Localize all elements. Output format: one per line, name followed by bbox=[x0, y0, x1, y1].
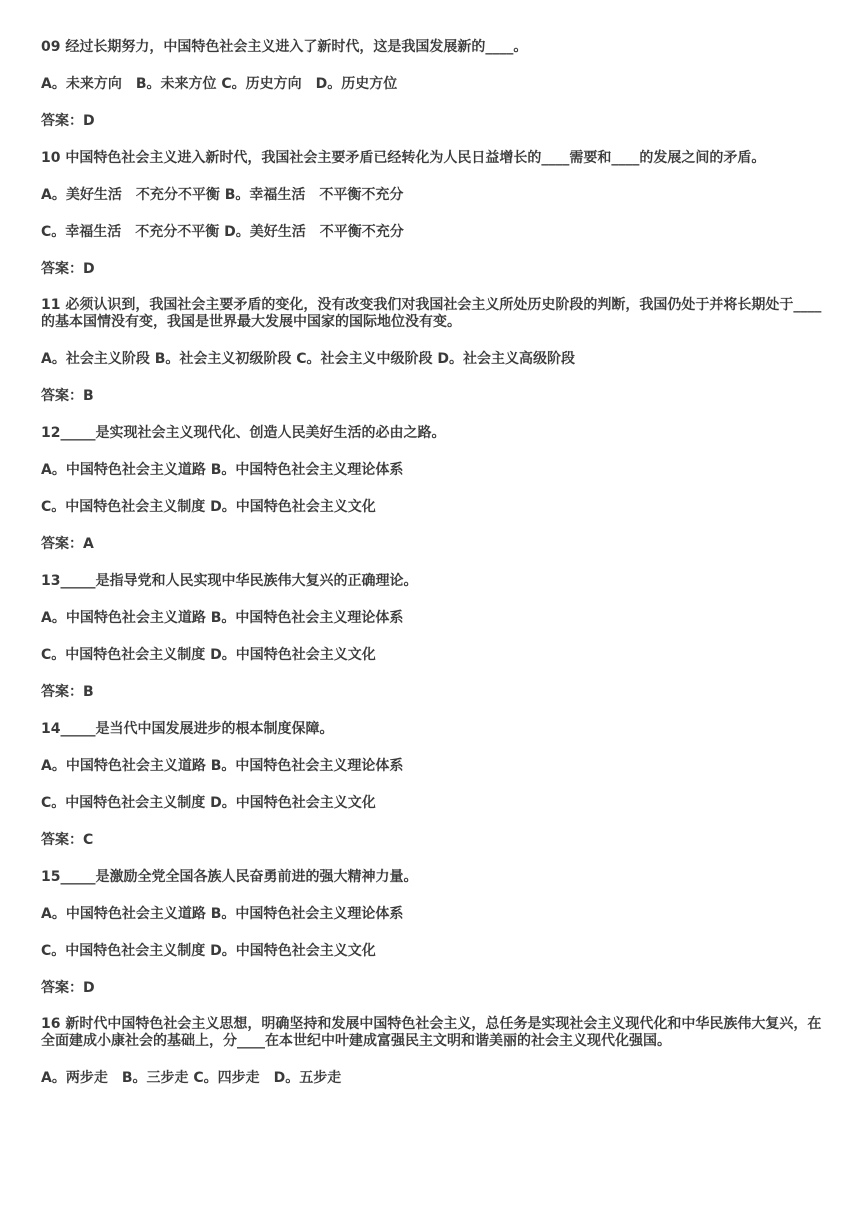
options-09-line-1: A。未来方向 B。未来方位 C。历史方向 D。历史方位 bbox=[41, 76, 398, 92]
answer-10: 答案：D bbox=[41, 261, 95, 277]
answer-14: 答案：C bbox=[41, 832, 94, 848]
options-13-line-2: C。中国特色社会主义制度 D。中国特色社会主义文化 bbox=[41, 647, 376, 663]
question-11: 11 必须认识到，我国社会主要矛盾的变化，没有改变我们对我国社会主义所处历史阶段的判断，我国仍处于并将长期处于____的基本国情没有变，我国是世界最大发展中国家的国际地位没有变。 bbox=[41, 297, 822, 330]
question-13: 13_____是指导党和人民实现中华民族伟大复兴的正确理论。 bbox=[41, 573, 418, 589]
options-14-line-1: A。中国特色社会主义道路 B。中国特色社会主义理论体系 bbox=[41, 758, 404, 774]
options-10-line-1: A。美好生活 不充分不平衡 B。幸福生活 不平衡不充分 bbox=[41, 187, 404, 203]
answer-15: 答案：D bbox=[41, 980, 95, 996]
question-15: 15_____是激励全党全国各族人民奋勇前进的强大精神力量。 bbox=[41, 869, 418, 885]
options-12-line-1: A。中国特色社会主义道路 B。中国特色社会主义理论体系 bbox=[41, 462, 404, 478]
options-13-line-1: A。中国特色社会主义道路 B。中国特色社会主义理论体系 bbox=[41, 610, 404, 626]
options-14-line-2: C。中国特色社会主义制度 D。中国特色社会主义文化 bbox=[41, 795, 376, 811]
question-09: 09 经过长期努力，中国特色社会主义进入了新时代，这是我国发展新的____。 bbox=[41, 39, 528, 55]
question-10: 10 中国特色社会主义进入新时代，我国社会主要矛盾已经转化为人民日益增长的____需要和____的发展之间的矛盾。 bbox=[41, 150, 766, 166]
question-12: 12_____是实现社会主义现代化、创造人民美好生活的必由之路。 bbox=[41, 425, 446, 441]
options-12-line-2: C。中国特色社会主义制度 D。中国特色社会主义文化 bbox=[41, 499, 376, 515]
question-16: 16 新时代中国特色社会主义思想，明确坚持和发展中国特色社会主义，总任务是实现社会主义现代化和中华民族伟大复兴，在全面建成小康社会的基础上，分____在本世纪中叶建成富强民主文明和谐美丽的社会主义现代化强国。 bbox=[41, 1016, 822, 1049]
answer-09: 答案：D bbox=[41, 113, 95, 129]
options-11-line-1: A。社会主义阶段 B。社会主义初级阶段 C。社会主义中级阶段 D。社会主义高级阶段 bbox=[41, 351, 576, 367]
answer-13: 答案：B bbox=[41, 684, 94, 700]
options-15-line-2: C。中国特色社会主义制度 D。中国特色社会主义文化 bbox=[41, 943, 376, 959]
options-15-line-1: A。中国特色社会主义道路 B。中国特色社会主义理论体系 bbox=[41, 906, 404, 922]
document-page bbox=[41, 38, 826, 1106]
question-14: 14_____是当代中国发展进步的根本制度保障。 bbox=[41, 721, 334, 737]
options-16-line-1: A。两步走 B。三步走 C。四步走 D。五步走 bbox=[41, 1070, 342, 1086]
options-10-line-2: C。幸福生活 不充分不平衡 D。美好生活 不平衡不充分 bbox=[41, 224, 404, 240]
answer-11: 答案：B bbox=[41, 388, 94, 404]
answer-12: 答案：A bbox=[41, 536, 94, 552]
